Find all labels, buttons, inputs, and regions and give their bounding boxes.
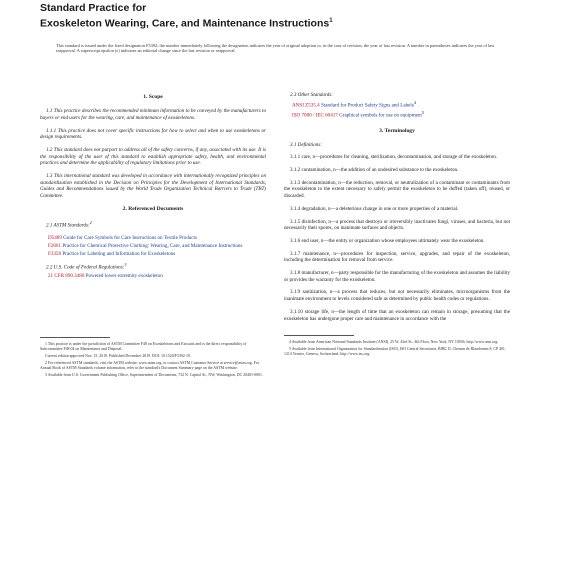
reference-f2061 <box>40 243 266 250</box>
reference-code-link[interactable]: F3358 <box>48 250 62 257</box>
definition-degradation: 3.1.4 degradation, n—a deleterious change in one or more properties of a material. <box>290 205 459 212</box>
reference-code-link[interactable]: F2061 <box>48 242 62 249</box>
reference-title-link[interactable]: Standard for Product Safety Signs and Labels <box>321 102 414 109</box>
reference-footnote-mark: 5 <box>421 110 425 116</box>
reference-f3358 <box>40 251 266 258</box>
definition-care: 3.1.1 care, n—procedures for cleaning, sterilization, decontamination, and storage of the exoskeleton. <box>290 154 498 161</box>
title-line-1: Standard Practice for <box>40 2 147 14</box>
footnote-4: 4 Available from American National Standards Institute (ANSI), 25 W. 43rd St., 4th Floor, New York, NY 10036, http://www.ansi.org. <box>289 340 499 345</box>
cfr-footnote-mark: 3 <box>124 262 127 268</box>
footnote-3: 3 Available from U.S. Government Publishing Office, Superintendent of Documents, 732 N. Capitol St., NW, Washington, DC 20401-0001. <box>45 373 263 378</box>
definition-decontamination: 3.1.3 decontamination, n—the reduction, removal, or neutralization of a contaminant or contaminants from the exoskeleton to the extent necessary to safely permit the exoskeleton to be doffed (taken off), reused, or discarded. <box>284 179 510 200</box>
cfr-label-text: 2.2 U.S. Code of Federal Regulations: <box>46 265 125 272</box>
title-line-2-text: Exoskeleton Wearing, Care, and Maintenance Instructions <box>40 17 330 29</box>
definition-contamination: 3.1.2 contamination, n—the addition of an undesired substance to the exoskeleton. <box>290 166 459 173</box>
astm-label-text: 2.1 ASTM Standards: <box>46 222 90 229</box>
astm-standards-label <box>40 220 266 229</box>
definition-end-user: 3.1.6 end user, n—the entity or organization whose employees ultimately wear the exoskeleton. <box>290 237 485 244</box>
reference-iso-7000 <box>284 110 510 119</box>
definitions-label: 3.1 Definitions: <box>290 141 322 148</box>
right-column <box>284 92 510 380</box>
reference-title-link[interactable]: Practice for Chemical Protective Clothing: Wearing, Care, and Maintenance Instructions <box>62 242 243 249</box>
title-line-2 <box>40 15 528 30</box>
document-title <box>40 2 528 30</box>
designation-note: This standard is issued under the fixed designation F3392; the number immediately following the designation indicates the year of original adoption or, in the case of revision, the year of last revision. A number in parentheses indicates the year of last reapproval. A superscript epsilon (ε) indicates an editorial change since the last revision or reapproval. <box>56 42 495 54</box>
paragraph-1-1: 1.1 This practice describes the recommended minimum information to be conveyed by the manufacturers to buyers or end users for the wearing, care, and maintenance of exoskeletons. <box>40 108 266 121</box>
definition-disinfection: 3.1.5 disinfection, n—a process that destroys or irreversibly inactivates fungi, viruses, and bacteria, but not necessarily their spores, on inanimate surfaces and objects. <box>284 218 510 232</box>
document-page <box>0 2 570 570</box>
reference-ansi-z535-4 <box>284 100 510 109</box>
footnote-1: 1 This practice is under the jurisdiction of ASTM Committee F48 on Exoskeletons and Exosuits and is the direct responsibility of Subcommittee F48.04 on Maintenance and Disposal. <box>40 342 247 352</box>
reference-title-link[interactable]: Guide for Care Symbols for Care Instructions on Textile Products <box>63 235 197 242</box>
footnote-1-edition: Current edition approved Nov. 15, 2019. Published December 2019. DOI: 10.1520/F3392-19. <box>45 354 191 359</box>
paragraph-1-1-1: 1.1.1 This practice does not cover specific instructions for how to select and when to use exoskeletons or design requirements. <box>40 127 266 141</box>
footnote-rule <box>284 335 354 336</box>
footnote-5: 5 Available from International Organization for Standardization (ISO), ISO Central Secretariat, BIBC II, Chemin de Blandonnet 8, CP 401, 1214 Vernier, Geneva, Switzerland, http://www.iso.org. <box>284 347 506 357</box>
reference-code-link[interactable]: ISO 7000 / IEC 60417 <box>292 112 338 119</box>
reference-title-link[interactable]: Practice for Labeling and Information for Exoskeletons <box>62 250 176 257</box>
reference-title-link[interactable]: Powered lower extremity exoskeleton <box>85 272 163 279</box>
reference-footnote-mark: 4 <box>413 99 416 105</box>
reference-code-link[interactable]: 21 CFR 890.3480 <box>48 272 85 279</box>
cfr-label <box>40 262 266 271</box>
definition-manufacturer: 3.1.8 manufacturer, n—party responsible for the manufacturing of the exoskeleton and assumes the liability or provides the warranty for the exoskeleton. <box>284 270 510 283</box>
other-standards-label: 2.3 Other Standards: <box>290 92 333 99</box>
reference-title-link[interactable]: Graphical symbols for use on equipment <box>339 112 422 119</box>
two-column-body <box>40 92 528 380</box>
definition-storage-life: 3.1.10 storage life, n—the length of time that an exoskeleton can remain in storage, presuming that the exoskeleton has undergone proper care and maintenance in accordance with the <box>284 308 510 322</box>
reference-code-link[interactable]: D5489 <box>48 235 62 242</box>
left-column <box>40 92 266 380</box>
footnote-2: 2 For referenced ASTM standards, visit the ASTM website, www.astm.org, or contact ASTM Customer Service at service@astm.org. For Annual Book of ASTM Standards volume information, refer to the standard's Document Summary page on the ASTM website. <box>40 361 260 371</box>
paragraph-1-2: 1.2 This standard does not purport to address all of the safety concerns, if any, associated with its use. It is the responsibility of the user of this standard to establish appropriate safety, health, and environmental practices and determine the applicability of regulatory limitations prior to use. <box>40 146 266 167</box>
footnote-rule <box>40 337 110 338</box>
reference-code-link[interactable]: ANSI Z535.4 <box>292 102 320 109</box>
section-heading-scope: 1. Scope <box>143 94 163 101</box>
section-heading-terminology: 3. Terminology <box>379 127 415 134</box>
astm-footnote-mark: 2 <box>89 219 92 225</box>
definition-sanitization: 3.1.9 sanitization, n—a process that reduces, but not necessarily eliminates, microorganisms from the inanimate environment to levels considered safe as determined by public health codes or regulations. <box>284 289 510 303</box>
section-heading-referenced-documents: 2. Referenced Documents <box>122 205 184 212</box>
definition-maintenance: 3.1.7 maintenance, n—procedures for inspection, service, upgrades, and repair of the exoskeleton, including the determination for removal from service. <box>284 250 510 264</box>
paragraph-1-3: 1.3 This international standard was developed in accordance with internationally recognized principles on standardization established in the Decision on Principles for the Development of International Standards, Guides and Recommendations issued by the World Trade Organization Technical Barriers to Trade (TBT) Committee. <box>40 173 266 200</box>
reference-d5489 <box>40 235 266 242</box>
reference-21-cfr-890-3480 <box>40 273 266 280</box>
title-footnote-mark: 1 <box>329 17 333 24</box>
